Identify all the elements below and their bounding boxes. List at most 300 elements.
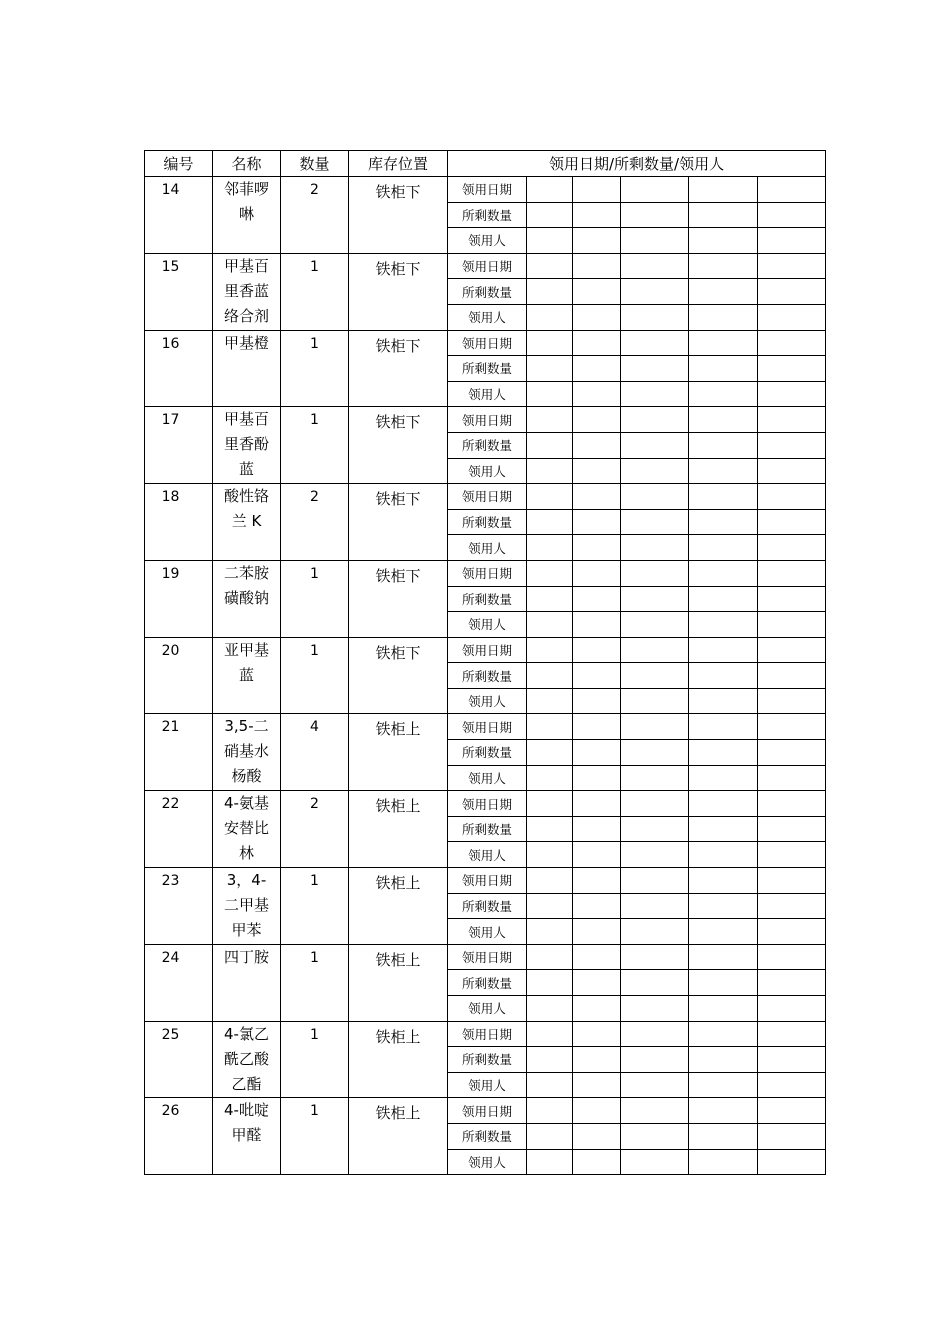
usage-entry-cell[interactable] [621,560,689,586]
header-row [145,151,826,177]
usage-row-label: 所剩数量 [448,1047,527,1073]
item-number: 26 [145,1098,213,1175]
usage-entry-cell[interactable] [573,1098,621,1124]
usage-row-label: 所剩数量 [448,740,527,766]
usage-entry-cell[interactable] [573,228,621,254]
item-name: 甲基百里香蓝络合剂 [213,253,281,330]
usage-entry-cell[interactable] [758,714,826,740]
usage-entry-cell[interactable] [621,202,689,228]
usage-entry-cell[interactable] [758,509,826,535]
usage-entry-cell[interactable] [527,663,573,689]
usage-entry-cell[interactable] [689,202,758,228]
usage-entry-cell[interactable] [621,509,689,535]
usage-entry-cell[interactable] [621,228,689,254]
usage-entry-cell[interactable] [573,944,621,970]
usage-entry-cell[interactable] [527,612,573,638]
usage-entry-cell[interactable] [689,765,758,791]
usage-entry-cell[interactable] [689,816,758,842]
usage-entry-cell[interactable] [689,637,758,663]
usage-entry-cell[interactable] [527,202,573,228]
item-name: 3，4-二甲基甲苯 [213,868,281,945]
usage-entry-cell[interactable] [689,304,758,330]
usage-entry-cell[interactable] [573,791,621,817]
usage-entry-cell[interactable] [621,688,689,714]
usage-entry-cell[interactable] [527,407,573,433]
usage-entry-cell[interactable] [621,944,689,970]
usage-entry-cell[interactable] [621,612,689,638]
usage-entry-cell[interactable] [527,330,573,356]
table-row [145,330,826,356]
usage-entry-cell[interactable] [758,279,826,305]
usage-entry-cell[interactable] [573,330,621,356]
header-location: 库存位置 [349,151,448,177]
item-name: 3,5-二硝基水杨酸 [213,714,281,791]
usage-entry-cell[interactable] [573,279,621,305]
usage-entry-cell[interactable] [527,637,573,663]
usage-entry-cell[interactable] [527,381,573,407]
usage-entry-cell[interactable] [689,381,758,407]
item-name: 甲基百里香酚蓝 [213,407,281,484]
usage-entry-cell[interactable] [758,868,826,894]
item-number: 18 [145,484,213,561]
usage-row-label: 领用日期 [448,637,527,663]
header-usage: 领用日期/所剩数量/领用人 [448,151,826,177]
usage-entry-cell[interactable] [573,1021,621,1047]
usage-row-label: 领用日期 [448,1021,527,1047]
item-number: 24 [145,944,213,1021]
usage-entry-cell[interactable] [758,202,826,228]
usage-entry-cell[interactable] [689,432,758,458]
usage-row-label: 领用日期 [448,177,527,203]
usage-entry-cell[interactable] [573,1072,621,1098]
usage-row-label: 所剩数量 [448,1123,527,1149]
table-row [145,944,826,970]
usage-entry-cell[interactable] [621,740,689,766]
usage-entry-cell[interactable] [621,1123,689,1149]
usage-entry-cell[interactable] [527,944,573,970]
usage-entry-cell[interactable] [689,1047,758,1073]
usage-entry-cell[interactable] [758,740,826,766]
usage-entry-cell[interactable] [758,432,826,458]
usage-entry-cell[interactable] [621,279,689,305]
item-number: 23 [145,868,213,945]
usage-row-label: 所剩数量 [448,279,527,305]
usage-entry-cell[interactable] [527,740,573,766]
usage-entry-cell[interactable] [573,765,621,791]
usage-row-label: 所剩数量 [448,893,527,919]
usage-entry-cell[interactable] [689,893,758,919]
table-row [145,868,826,894]
usage-entry-cell[interactable] [758,816,826,842]
header-name: 名称 [213,151,281,177]
item-number: 21 [145,714,213,791]
item-quantity: 1 [281,560,349,637]
item-quantity: 1 [281,1098,349,1175]
usage-entry-cell[interactable] [758,356,826,382]
usage-entry-cell[interactable] [573,816,621,842]
usage-entry-cell[interactable] [621,1072,689,1098]
table-row [145,484,826,510]
usage-entry-cell[interactable] [758,535,826,561]
usage-entry-cell[interactable] [689,612,758,638]
usage-entry-cell[interactable] [621,816,689,842]
item-name: 四丁胺 [213,944,281,1021]
usage-entry-cell[interactable] [758,253,826,279]
item-quantity: 2 [281,791,349,868]
usage-entry-cell[interactable] [621,970,689,996]
item-number: 25 [145,1021,213,1098]
item-number: 19 [145,560,213,637]
usage-entry-cell[interactable] [573,304,621,330]
item-location: 铁柜下 [349,484,448,561]
usage-entry-cell[interactable] [689,1072,758,1098]
usage-entry-cell[interactable] [689,509,758,535]
usage-entry-cell[interactable] [621,868,689,894]
usage-entry-cell[interactable] [758,1047,826,1073]
item-quantity: 1 [281,868,349,945]
usage-entry-cell[interactable] [758,893,826,919]
usage-entry-cell[interactable] [573,202,621,228]
item-name: 4-吡啶甲醛 [213,1098,281,1175]
usage-row-label: 领用人 [448,458,527,484]
usage-entry-cell[interactable] [527,1047,573,1073]
usage-entry-cell[interactable] [527,586,573,612]
usage-entry-cell[interactable] [527,765,573,791]
usage-entry-cell[interactable] [621,253,689,279]
usage-entry-cell[interactable] [689,868,758,894]
table-row [145,177,826,203]
item-name: 酸性铬兰 K [213,484,281,561]
usage-entry-cell[interactable] [621,458,689,484]
usage-entry-cell[interactable] [573,740,621,766]
usage-entry-cell[interactable] [758,944,826,970]
usage-entry-cell[interactable] [573,688,621,714]
item-quantity: 1 [281,944,349,1021]
usage-entry-cell[interactable] [689,458,758,484]
usage-row-label: 领用日期 [448,944,527,970]
usage-entry-cell[interactable] [689,484,758,510]
usage-entry-cell[interactable] [527,791,573,817]
usage-entry-cell[interactable] [758,663,826,689]
usage-entry-cell[interactable] [573,970,621,996]
usage-entry-cell[interactable] [573,407,621,433]
usage-entry-cell[interactable] [573,612,621,638]
item-location: 铁柜下 [349,330,448,407]
usage-entry-cell[interactable] [621,1047,689,1073]
usage-entry-cell[interactable] [527,228,573,254]
usage-entry-cell[interactable] [758,842,826,868]
table-row [145,1098,826,1124]
item-location: 铁柜上 [349,791,448,868]
usage-entry-cell[interactable] [621,663,689,689]
usage-entry-cell[interactable] [621,381,689,407]
usage-entry-cell[interactable] [527,816,573,842]
table-row [145,714,826,740]
usage-entry-cell[interactable] [689,228,758,254]
usage-entry-cell[interactable] [573,356,621,382]
table-row [145,560,826,586]
usage-entry-cell[interactable] [621,714,689,740]
usage-entry-cell[interactable] [527,560,573,586]
usage-entry-cell[interactable] [758,637,826,663]
item-location: 铁柜上 [349,944,448,1021]
usage-entry-cell[interactable] [689,996,758,1022]
item-location: 铁柜上 [349,1021,448,1098]
usage-entry-cell[interactable] [527,509,573,535]
item-name: 二苯胺磺酸钠 [213,560,281,637]
usage-entry-cell[interactable] [621,304,689,330]
usage-entry-cell[interactable] [689,177,758,203]
usage-entry-cell[interactable] [689,1021,758,1047]
usage-row-label: 领用人 [448,612,527,638]
header-number: 编号 [145,151,213,177]
item-location: 铁柜上 [349,1098,448,1175]
usage-entry-cell[interactable] [527,1149,573,1175]
item-location: 铁柜上 [349,714,448,791]
usage-entry-cell[interactable] [689,407,758,433]
usage-entry-cell[interactable] [527,970,573,996]
usage-entry-cell[interactable] [527,893,573,919]
item-name: 4-氯乙酰乙酸乙酯 [213,1021,281,1098]
item-quantity: 2 [281,484,349,561]
usage-row-label: 所剩数量 [448,509,527,535]
usage-entry-cell[interactable] [689,740,758,766]
usage-entry-cell[interactable] [527,356,573,382]
item-quantity: 1 [281,330,349,407]
usage-entry-cell[interactable] [573,586,621,612]
usage-entry-cell[interactable] [573,509,621,535]
usage-entry-cell[interactable] [573,1047,621,1073]
usage-entry-cell[interactable] [621,330,689,356]
usage-entry-cell[interactable] [758,177,826,203]
usage-entry-cell[interactable] [573,919,621,945]
item-location: 铁柜上 [349,868,448,945]
usage-entry-cell[interactable] [527,535,573,561]
item-quantity: 4 [281,714,349,791]
usage-entry-cell[interactable] [621,919,689,945]
item-quantity: 1 [281,407,349,484]
usage-entry-cell[interactable] [573,996,621,1022]
usage-entry-cell[interactable] [758,304,826,330]
usage-entry-cell[interactable] [573,381,621,407]
usage-entry-cell[interactable] [527,484,573,510]
usage-entry-cell[interactable] [621,996,689,1022]
usage-entry-cell[interactable] [758,919,826,945]
usage-entry-cell[interactable] [758,688,826,714]
usage-entry-cell[interactable] [573,1123,621,1149]
header-quantity: 数量 [281,151,349,177]
usage-entry-cell[interactable] [621,765,689,791]
usage-row-label: 领用人 [448,842,527,868]
usage-entry-cell[interactable] [573,432,621,458]
usage-row-label: 领用人 [448,765,527,791]
usage-row-label: 领用日期 [448,560,527,586]
inventory-table [144,150,826,1175]
usage-entry-cell[interactable] [621,842,689,868]
item-number: 22 [145,791,213,868]
table-body [145,177,826,1175]
table-row [145,637,826,663]
usage-entry-cell[interactable] [573,893,621,919]
usage-entry-cell[interactable] [689,1123,758,1149]
usage-entry-cell[interactable] [621,356,689,382]
usage-entry-cell[interactable] [758,484,826,510]
usage-row-label: 所剩数量 [448,663,527,689]
usage-entry-cell[interactable] [758,381,826,407]
usage-entry-cell[interactable] [758,791,826,817]
usage-entry-cell[interactable] [573,177,621,203]
usage-entry-cell[interactable] [621,432,689,458]
usage-row-label: 领用日期 [448,330,527,356]
usage-entry-cell[interactable] [573,253,621,279]
table-row [145,407,826,433]
usage-entry-cell[interactable] [573,535,621,561]
usage-entry-cell[interactable] [689,535,758,561]
usage-entry-cell[interactable] [689,330,758,356]
item-name: 4-氨基安替比林 [213,791,281,868]
usage-row-label: 所剩数量 [448,356,527,382]
usage-entry-cell[interactable] [527,304,573,330]
usage-row-label: 领用日期 [448,253,527,279]
usage-entry-cell[interactable] [573,637,621,663]
usage-entry-cell[interactable] [758,330,826,356]
usage-row-label: 领用日期 [448,1098,527,1124]
usage-entry-cell[interactable] [621,1098,689,1124]
usage-entry-cell[interactable] [527,177,573,203]
usage-entry-cell[interactable] [758,1098,826,1124]
usage-entry-cell[interactable] [689,560,758,586]
usage-entry-cell[interactable] [621,893,689,919]
usage-row-label: 领用日期 [448,791,527,817]
usage-entry-cell[interactable] [621,484,689,510]
usage-row-label: 领用人 [448,535,527,561]
item-number: 15 [145,253,213,330]
usage-row-label: 领用日期 [448,484,527,510]
usage-entry-cell[interactable] [527,868,573,894]
item-quantity: 1 [281,637,349,714]
usage-entry-cell[interactable] [573,842,621,868]
usage-entry-cell[interactable] [573,484,621,510]
usage-row-label: 领用人 [448,1149,527,1175]
usage-entry-cell[interactable] [758,996,826,1022]
usage-entry-cell[interactable] [758,612,826,638]
usage-entry-cell[interactable] [527,919,573,945]
usage-row-label: 领用人 [448,1072,527,1098]
usage-entry-cell[interactable] [689,586,758,612]
item-name: 邻菲啰啉 [213,177,281,254]
usage-entry-cell[interactable] [758,1149,826,1175]
usage-entry-cell[interactable] [758,970,826,996]
usage-row-label: 所剩数量 [448,432,527,458]
usage-entry-cell[interactable] [758,1123,826,1149]
usage-entry-cell[interactable] [527,279,573,305]
item-name: 亚甲基蓝 [213,637,281,714]
usage-entry-cell[interactable] [758,228,826,254]
table-row [145,1021,826,1047]
item-location: 铁柜下 [349,560,448,637]
usage-entry-cell[interactable] [527,1021,573,1047]
usage-entry-cell[interactable] [621,586,689,612]
usage-entry-cell[interactable] [573,714,621,740]
usage-row-label: 领用人 [448,381,527,407]
usage-entry-cell[interactable] [621,1021,689,1047]
usage-entry-cell[interactable] [689,714,758,740]
usage-entry-cell[interactable] [689,253,758,279]
usage-entry-cell[interactable] [527,842,573,868]
usage-entry-cell[interactable] [758,586,826,612]
usage-row-label: 领用人 [448,688,527,714]
usage-entry-cell[interactable] [689,663,758,689]
item-quantity: 1 [281,1021,349,1098]
usage-entry-cell[interactable] [573,868,621,894]
usage-entry-cell[interactable] [527,714,573,740]
usage-entry-cell[interactable] [689,944,758,970]
usage-entry-cell[interactable] [527,458,573,484]
usage-entry-cell[interactable] [621,177,689,203]
usage-entry-cell[interactable] [758,458,826,484]
item-number: 14 [145,177,213,254]
usage-entry-cell[interactable] [527,1072,573,1098]
usage-entry-cell[interactable] [689,970,758,996]
usage-row-label: 所剩数量 [448,202,527,228]
usage-entry-cell[interactable] [689,842,758,868]
usage-entry-cell[interactable] [621,791,689,817]
item-number: 20 [145,637,213,714]
usage-entry-cell[interactable] [689,1149,758,1175]
item-number: 16 [145,330,213,407]
usage-entry-cell[interactable] [573,1149,621,1175]
usage-row-label: 所剩数量 [448,586,527,612]
usage-entry-cell[interactable] [527,432,573,458]
usage-entry-cell[interactable] [758,560,826,586]
item-quantity: 2 [281,177,349,254]
usage-row-label: 所剩数量 [448,816,527,842]
usage-entry-cell[interactable] [758,1021,826,1047]
usage-row-label: 领用日期 [448,714,527,740]
usage-entry-cell[interactable] [621,1149,689,1175]
usage-entry-cell[interactable] [527,996,573,1022]
usage-entry-cell[interactable] [689,1098,758,1124]
usage-row-label: 领用人 [448,228,527,254]
usage-entry-cell[interactable] [689,791,758,817]
usage-entry-cell[interactable] [573,458,621,484]
usage-entry-cell[interactable] [758,407,826,433]
usage-entry-cell[interactable] [573,663,621,689]
usage-entry-cell[interactable] [527,1098,573,1124]
usage-entry-cell[interactable] [758,1072,826,1098]
item-name: 甲基橙 [213,330,281,407]
usage-row-label: 领用日期 [448,407,527,433]
usage-entry-cell[interactable] [527,253,573,279]
usage-row-label: 领用日期 [448,868,527,894]
usage-entry-cell[interactable] [758,765,826,791]
usage-entry-cell[interactable] [573,560,621,586]
usage-entry-cell[interactable] [621,535,689,561]
usage-entry-cell[interactable] [621,637,689,663]
table-row [145,253,826,279]
usage-entry-cell[interactable] [527,1123,573,1149]
usage-entry-cell[interactable] [689,356,758,382]
usage-entry-cell[interactable] [689,279,758,305]
usage-entry-cell[interactable] [621,407,689,433]
table-row [145,791,826,817]
usage-entry-cell[interactable] [527,688,573,714]
usage-row-label: 领用人 [448,304,527,330]
item-location: 铁柜下 [349,177,448,254]
usage-entry-cell[interactable] [689,688,758,714]
usage-row-label: 所剩数量 [448,970,527,996]
usage-entry-cell[interactable] [689,919,758,945]
